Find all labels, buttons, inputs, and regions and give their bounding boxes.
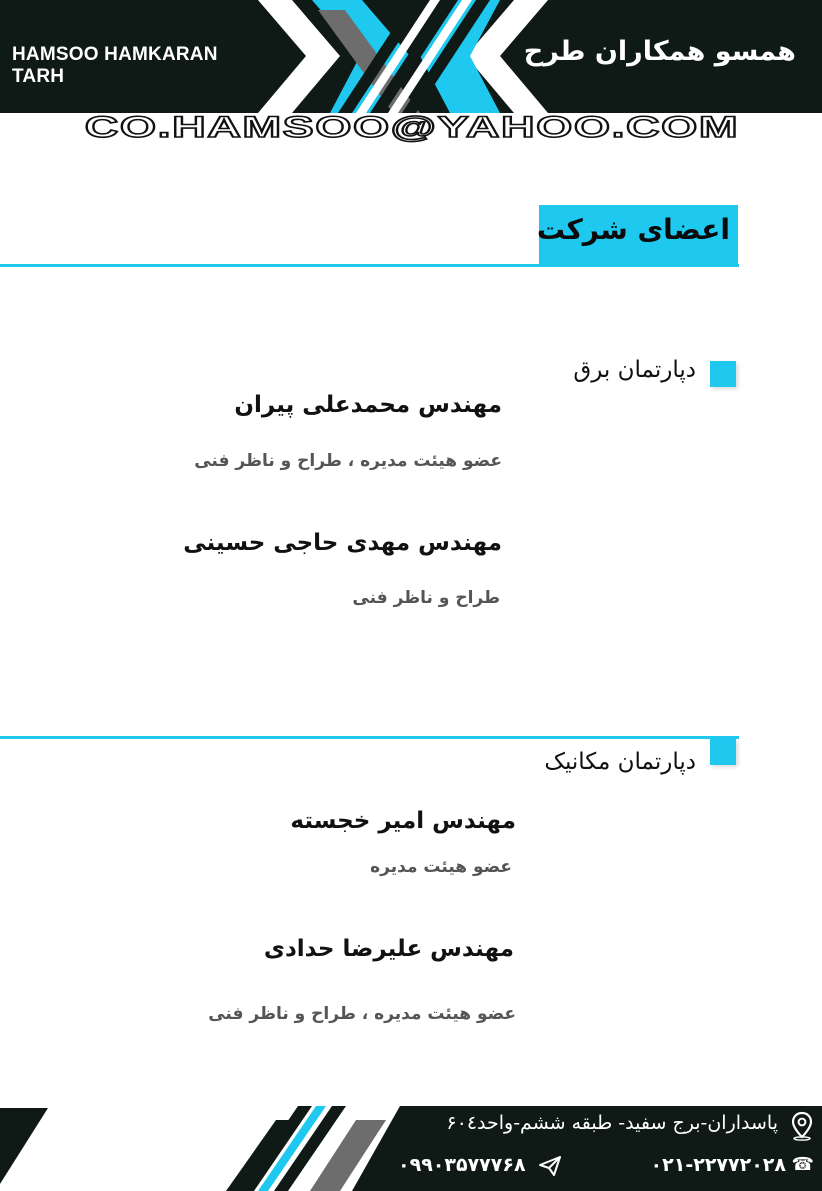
brand-name-english: HAMSOO HAMKARAN TARH [12, 44, 218, 87]
dept-marker-mechanical [710, 739, 736, 765]
dept-title-electrical: دپارتمان برق [573, 357, 696, 383]
location-pin-icon [790, 1111, 814, 1141]
dept-marker-electrical [710, 361, 736, 387]
brand-name-persian: همسو همکاران طرح [523, 36, 796, 67]
title-divider [0, 264, 739, 267]
member-name: مهندس محمدعلی پیران [234, 392, 502, 418]
send-icon [538, 1155, 562, 1177]
mobile-number[interactable]: ۰۹۹۰۳۵۷۷۷۶۸ [398, 1154, 526, 1176]
dept-divider [0, 736, 739, 739]
section-title: اعضای شرکت [536, 213, 730, 246]
member-name: مهندس امیر خجسته [290, 808, 516, 834]
address: پاسداران-برج سفید- طبقه ششم-واحد۶۰٤ [446, 1112, 778, 1134]
dept-title-mechanical: دپارتمان مکانیک [544, 749, 696, 775]
phone-icon: ☎ [791, 1154, 814, 1175]
member-name: مهندس مهدی حاجی حسینی [183, 530, 502, 556]
member-name: مهندس علیرضا حدادی [263, 936, 514, 962]
page-header [0, 0, 822, 144]
member-role: عضو هیئت مدیره ، طراح و ناظر فنی [194, 451, 502, 471]
member-role: عضو هیئت مدیره ، طراح و ناظر فنی [208, 1004, 516, 1024]
company-email[interactable]: CO.HAMSOO@YAHOO.COM [84, 111, 740, 144]
member-role: طراح و ناظر فنی [352, 588, 500, 608]
member-role: عضو هیئت مدیره [370, 857, 512, 877]
phone-number[interactable]: ۰۲۱-۲۲۷۷۲۰۲۸ [650, 1154, 786, 1176]
